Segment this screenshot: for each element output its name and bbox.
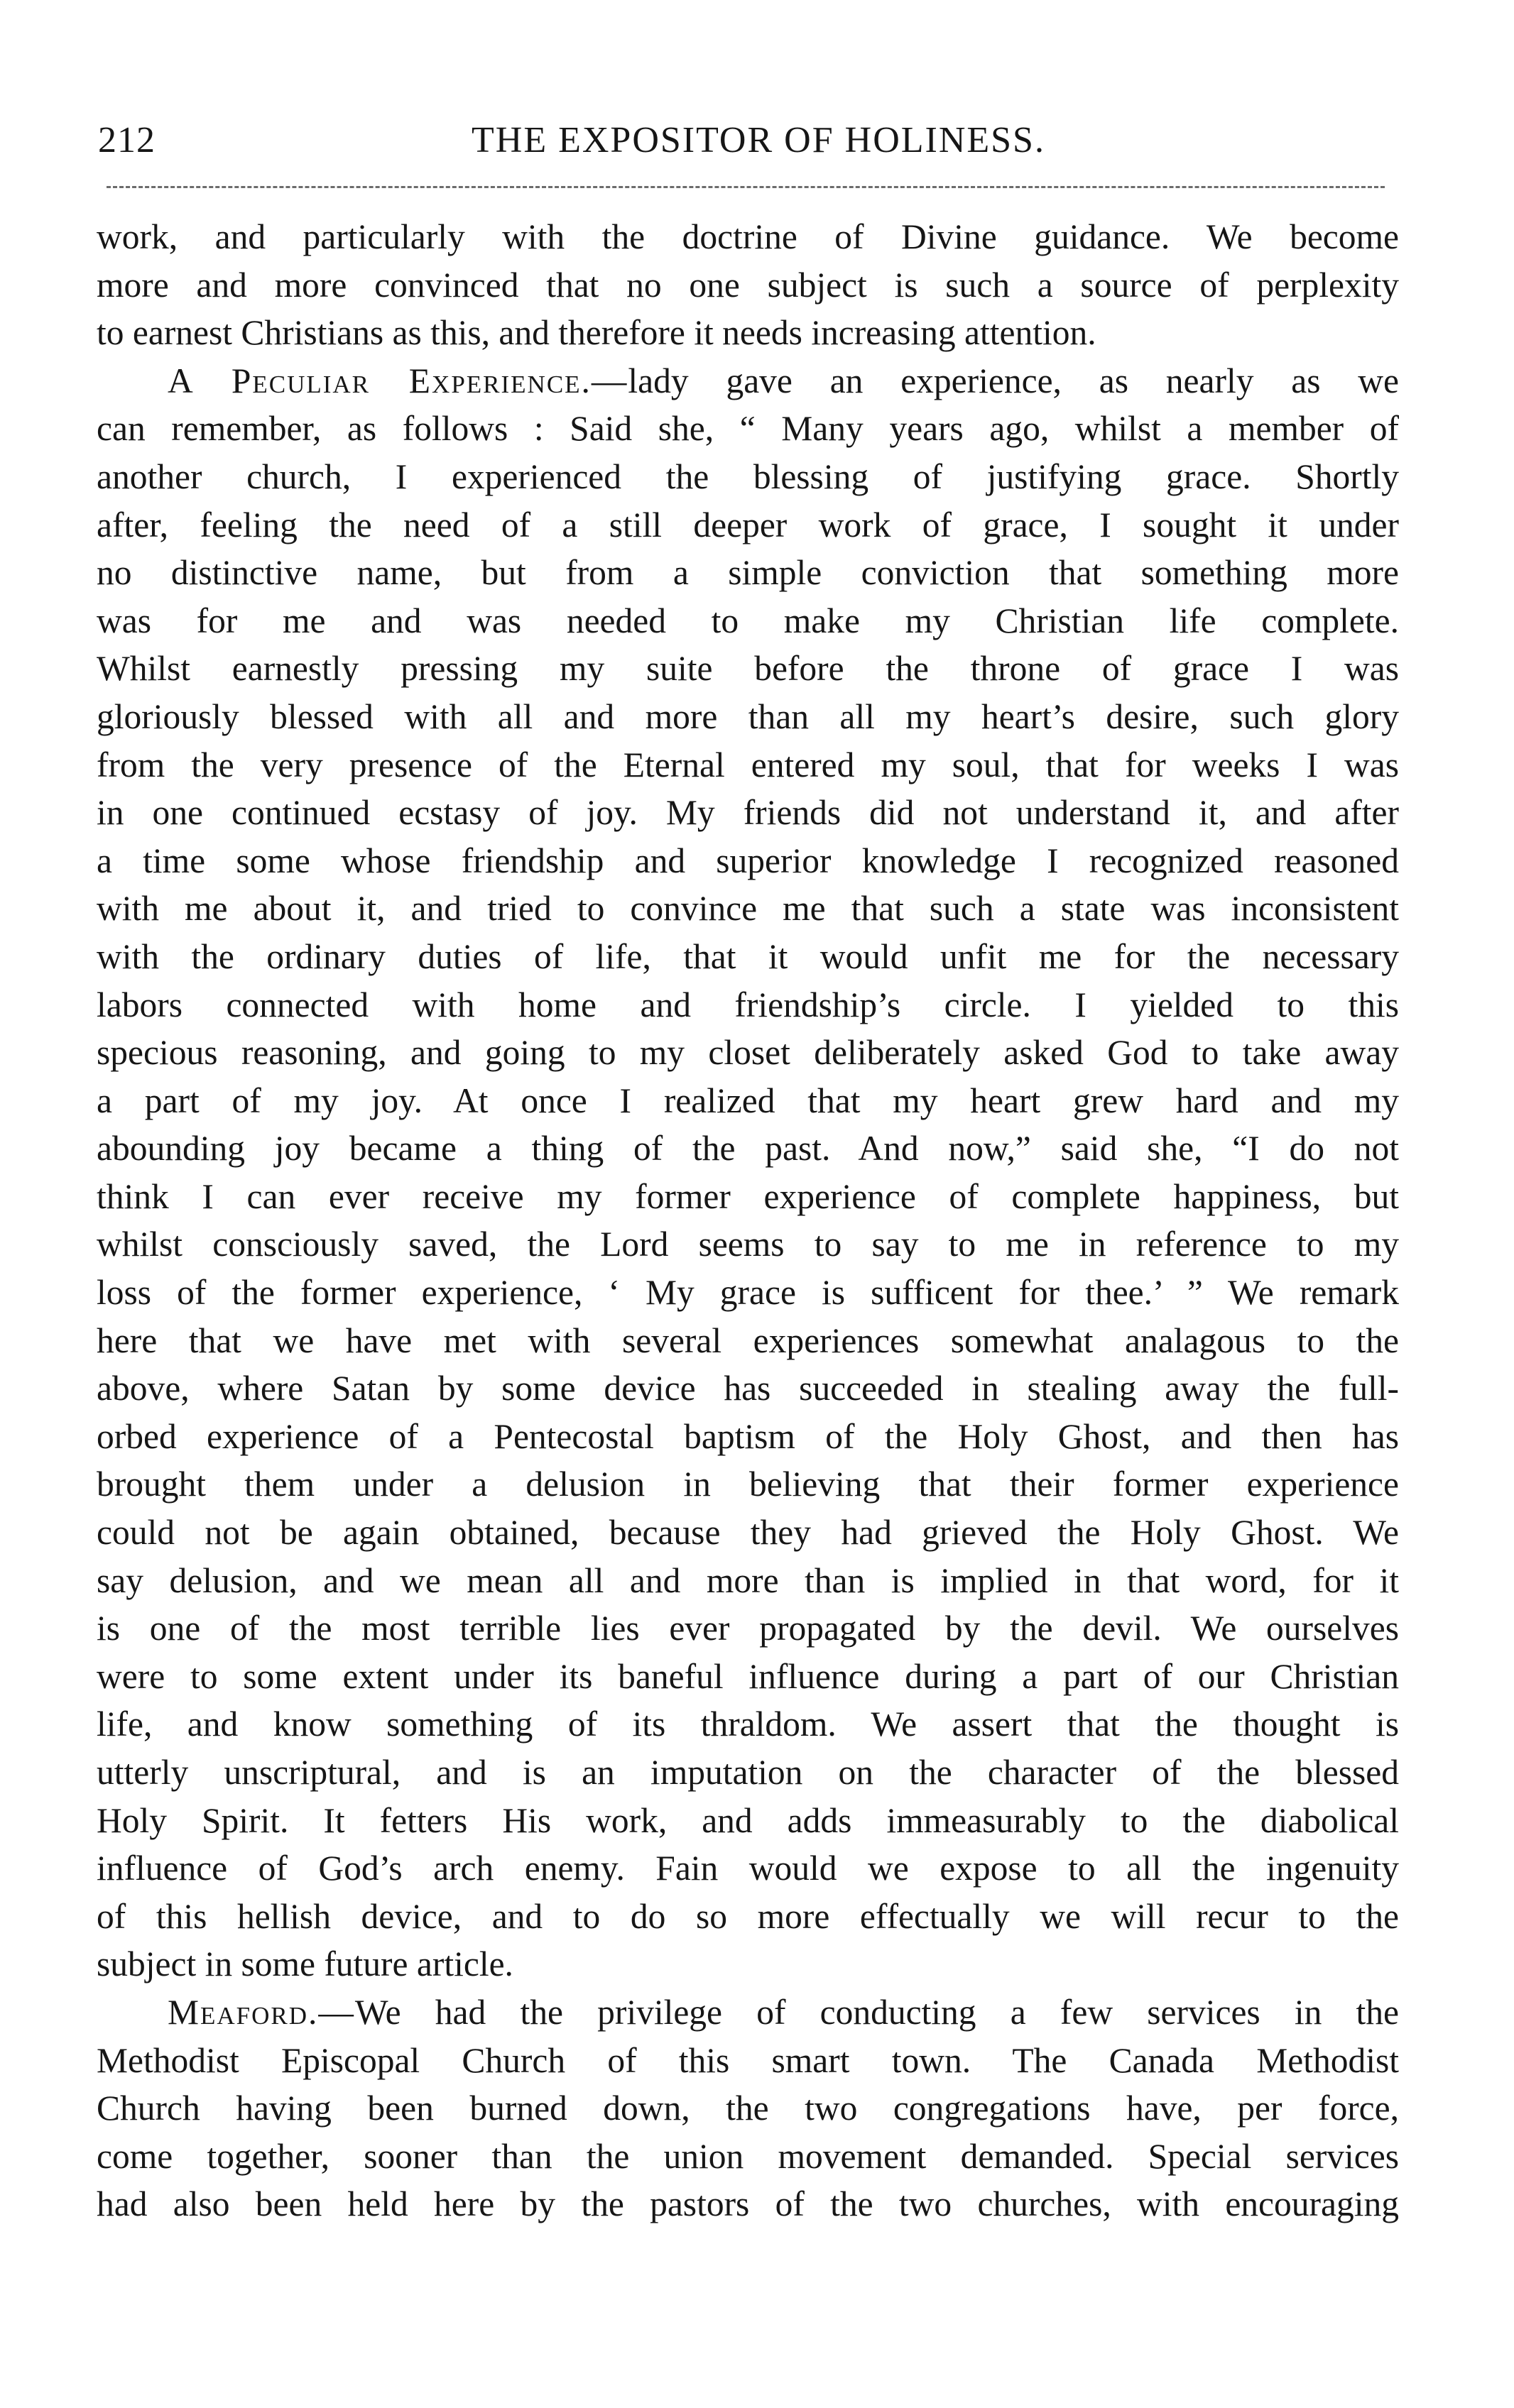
text-line: above, where Satan by some device has succeeded in stealing away the full-	[97, 1369, 1399, 1408]
text-line: with the ordinary duties of life, that it would unfit me for the necessary	[97, 936, 1399, 976]
text-line: Holy Spirit. It fetters His work, and adds immeasurably to the diabolical	[97, 1800, 1399, 1840]
text-line: from the very presence of the Eternal entered my soul, that for weeks I was	[97, 745, 1399, 784]
text-line: in one continued ecstasy of joy. My friends did not understand it, and after	[97, 793, 1399, 833]
running-title: THE EXPOSITOR OF HOLINESS.	[472, 120, 1045, 160]
body-text	[97, 213, 1399, 2228]
text-line: loss of the former experience, ‘ My grace is sufficent for thee.’ ” We remark	[97, 1273, 1399, 1313]
text-line: brought them under a delusion in believing that their former experience	[97, 1465, 1399, 1504]
text-line: come together, sooner than the union movement demanded. Special services	[97, 2136, 1399, 2176]
text-line: say delusion, and we mean all and more than is implied in that word, for it	[97, 1560, 1399, 1600]
running-head	[98, 106, 1390, 163]
text-line: Methodist Episcopal Church of this smart town. The Canada Methodist	[97, 2040, 1399, 2080]
text-line: a time some whose friendship and superior knowledge I recognized reasoned	[97, 841, 1399, 880]
text-line: influence of God’s arch enemy. Fain would we expose to all the ingenuity	[97, 1849, 1399, 1888]
text-line	[97, 357, 1399, 405]
text-line	[97, 1988, 1399, 2037]
text-line-content: lady gave an experience, as nearly as we	[628, 361, 1399, 400]
page-number: 212	[98, 120, 156, 160]
text-line: is one of the most terrible lies ever propagated by the devil. We ourselves	[97, 1609, 1399, 1648]
text-line: had also been held here by the pastors of the two churches, with encouraging	[97, 2184, 1399, 2224]
section-heading-peculiar-experience: A Peculiar Experience.—	[168, 361, 628, 400]
section-heading-meaford: Meaford.—	[168, 1992, 355, 2032]
text-line: Whilst earnestly pressing my suite before the throne of grace I was	[97, 649, 1399, 689]
header-rule	[107, 186, 1385, 188]
text-line: after, feeling the need of a still deeper work of grace, I sought it under	[97, 505, 1399, 544]
text-line: Church having been burned down, the two congregations have, per force,	[97, 2089, 1399, 2128]
text-line: could not be again obtained, because they had grieved the Holy Ghost. We	[97, 1513, 1399, 1553]
text-line: utterly unscriptural, and is an imputation on the character of the blessed	[97, 1753, 1399, 1792]
text-line: more and more convinced that no one subject is such a source of perplexity	[97, 265, 1399, 305]
text-line: abounding joy became a thing of the past. And now,” said she, “I do not	[97, 1129, 1399, 1169]
text-line: subject in some future article.	[97, 1944, 513, 1984]
text-line: here that we have met with several experiences somewhat analagous to the	[97, 1320, 1399, 1360]
text-line: a part of my joy. At once I realized that my heart grew hard and my	[97, 1080, 1399, 1120]
text-line: life, and know something of its thraldom. We assert that the thought is	[97, 1704, 1399, 1744]
text-line: gloriously blessed with all and more than all my heart’s desire, such glory	[97, 696, 1399, 736]
text-line: was for me and was needed to make my Christian life complete.	[97, 601, 1399, 640]
text-line: with me about it, and tried to convince me that such a state was inconsistent	[97, 889, 1399, 929]
text-line: to earnest Christians as this, and therefore it needs increasing attention.	[97, 313, 1096, 353]
text-line-content: We had the privilege of conducting a few services in the	[354, 1992, 1399, 2032]
text-line: think I can ever receive my former experience of complete happiness, but	[97, 1176, 1399, 1216]
text-line: labors connected with home and friendship’s circle. I yielded to this	[97, 985, 1399, 1024]
text-line: no distinctive name, but from a simple conviction that something more	[97, 553, 1399, 593]
text-line: of this hellish device, and to do so more effectually we will recur to the	[97, 1896, 1399, 1936]
text-line: can remember, as follows : Said she, “ Many years ago, whilst a member of	[97, 409, 1399, 449]
text-line: specious reasoning, and going to my closet deliberately asked God to take away	[97, 1033, 1399, 1073]
text-line: whilst consciously saved, the Lord seems to say to me in reference to my	[97, 1225, 1399, 1264]
text-line: work, and particularly with the doctrine of Divine guidance. We become	[97, 217, 1399, 256]
text-line: orbed experience of a Pentecostal baptism of the Holy Ghost, and then has	[97, 1416, 1399, 1456]
text-line: another church, I experienced the blessing of justifying grace. Shortly	[97, 456, 1399, 496]
text-line: were to some extent under its baneful influence during a part of our Christian	[97, 1656, 1399, 1696]
